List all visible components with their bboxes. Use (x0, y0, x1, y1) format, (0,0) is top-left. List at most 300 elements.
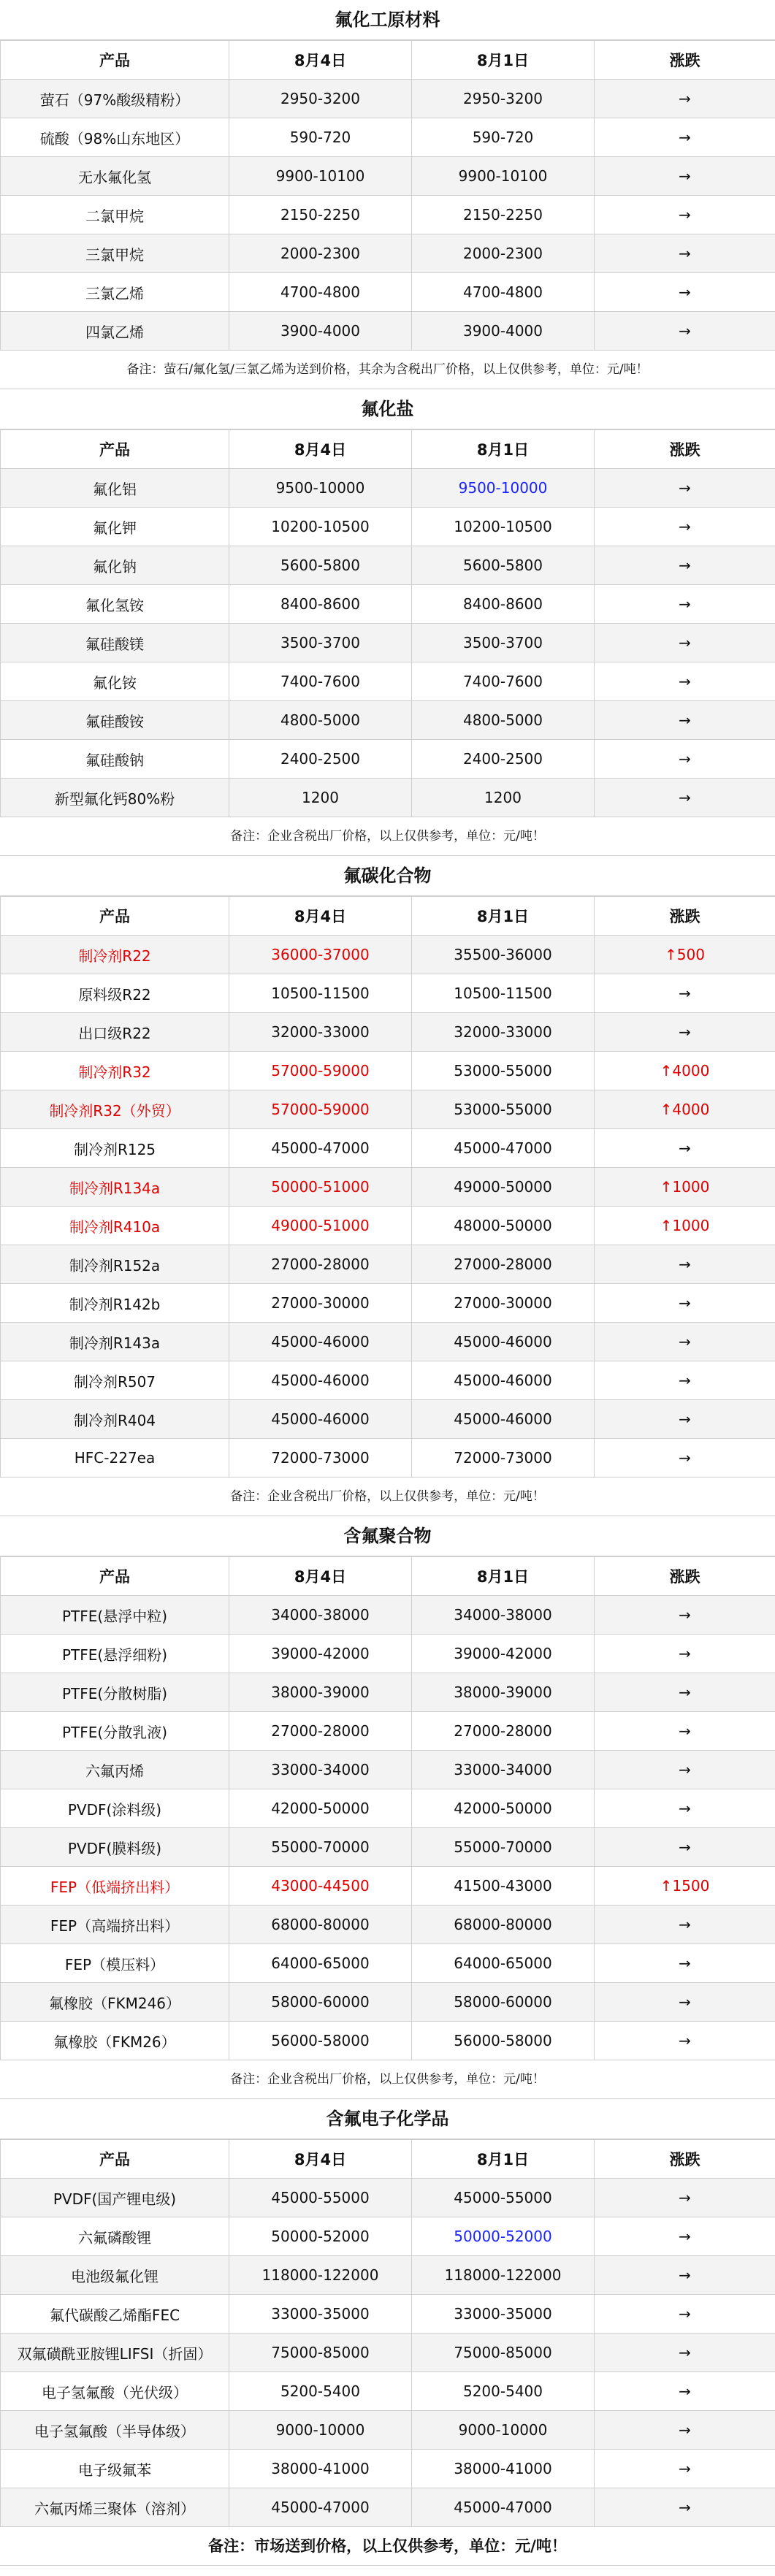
product-name: 氟化钠 (1, 546, 229, 585)
section-note: 备注：企业含税出厂价格，以上仅供参考，单位：元/吨！ (0, 2060, 775, 2099)
product-name: 制冷剂R143a (1, 1323, 229, 1361)
price-change: → (595, 273, 775, 312)
price-change: → (595, 312, 775, 351)
price-change: → (595, 2450, 775, 2488)
product-name: 原料级R22 (1, 974, 229, 1013)
product-name: 氟橡胶（FKM246） (1, 1983, 229, 2022)
table-row (1, 1284, 775, 1323)
price-date-1: 2950-3200 (229, 80, 412, 118)
price-date-1: 33000-35000 (229, 2295, 412, 2334)
product-name: PTFE(悬浮中粒) (1, 1596, 229, 1635)
product-name: 制冷剂R404 (1, 1400, 229, 1439)
header-change: 涨跌 (595, 2140, 775, 2179)
price-change: → (595, 624, 775, 662)
price-date-2: 9900-10100 (412, 157, 595, 196)
table-row (1, 1013, 775, 1052)
header-change: 涨跌 (595, 1557, 775, 1596)
section (0, 1516, 775, 2099)
product-name: 制冷剂R142b (1, 1284, 229, 1323)
price-change: → (595, 1013, 775, 1052)
price-date-2: 45000-46000 (412, 1323, 595, 1361)
table-row (1, 1245, 775, 1284)
product-name: 氟硅酸镁 (1, 624, 229, 662)
table-row (1, 196, 775, 234)
price-date-1: 45000-46000 (229, 1400, 412, 1439)
product-name: PVDF(涂料级) (1, 1789, 229, 1828)
price-date-1: 4800-5000 (229, 701, 412, 740)
table-row (1, 974, 775, 1013)
price-date-1: 3900-4000 (229, 312, 412, 351)
price-date-2: 4800-5000 (412, 701, 595, 740)
table-row (1, 2450, 775, 2488)
price-date-1: 2400-2500 (229, 740, 412, 779)
price-date-1: 45000-46000 (229, 1323, 412, 1361)
price-date-2: 4700-4800 (412, 273, 595, 312)
product-name: 六氟丙烯三聚体（溶剂） (1, 2488, 229, 2527)
product-name: 制冷剂R152a (1, 1245, 229, 1284)
table-row (1, 1596, 775, 1635)
section (0, 2099, 775, 2566)
price-date-1: 72000-73000 (229, 1439, 412, 1478)
price-date-1: 36000-37000 (229, 936, 412, 974)
product-name: 氟化钾 (1, 508, 229, 546)
section-title: 氟化盐 (0, 389, 775, 429)
section-title: 含氟电子化学品 (0, 2099, 775, 2139)
price-date-2: 2000-2300 (412, 234, 595, 273)
price-change: → (595, 2256, 775, 2295)
price-date-1: 68000-80000 (229, 1906, 412, 1944)
price-date-1: 8400-8600 (229, 585, 412, 624)
table-row (1, 779, 775, 817)
header-date-2: 8月1日 (412, 430, 595, 469)
price-date-2: 118000-122000 (412, 2256, 595, 2295)
product-name: PVDF(膜料级) (1, 1828, 229, 1867)
price-change: → (595, 2488, 775, 2527)
table-row (1, 1906, 775, 1944)
header-row (1, 1557, 775, 1596)
price-change: ↑4000 (595, 1090, 775, 1129)
product-name: 六氟磷酸锂 (1, 2217, 229, 2256)
product-name: 六氟丙烯 (1, 1751, 229, 1789)
price-date-1: 7400-7600 (229, 662, 412, 701)
price-date-1: 5600-5800 (229, 546, 412, 585)
price-change: → (595, 1245, 775, 1284)
price-date-2: 45000-47000 (412, 1129, 595, 1168)
price-date-1: 58000-60000 (229, 1983, 412, 2022)
header-date-1: 8月4日 (229, 41, 412, 80)
table-row (1, 2411, 775, 2450)
price-date-2: 58000-60000 (412, 1983, 595, 2022)
price-change: → (595, 701, 775, 740)
table-row (1, 2295, 775, 2334)
product-name: 四氯乙烯 (1, 312, 229, 351)
table-row (1, 508, 775, 546)
price-date-2: 53000-55000 (412, 1090, 595, 1129)
price-date-1: 27000-28000 (229, 1712, 412, 1751)
header-product: 产品 (1, 2140, 229, 2179)
header-row (1, 2140, 775, 2179)
table-row (1, 701, 775, 740)
header-product: 产品 (1, 897, 229, 936)
price-date-2: 8400-8600 (412, 585, 595, 624)
price-date-2: 32000-33000 (412, 1013, 595, 1052)
product-name: 新型氟化钙80%粉 (1, 779, 229, 817)
table-row (1, 1361, 775, 1400)
product-name: PTFE(分散树脂) (1, 1673, 229, 1712)
price-date-2: 49000-50000 (412, 1168, 595, 1207)
price-date-1: 45000-47000 (229, 1129, 412, 1168)
product-name: 氟代碳酸乙烯酯FEC (1, 2295, 229, 2334)
price-change: → (595, 974, 775, 1013)
price-date-2: 2150-2250 (412, 196, 595, 234)
price-change: → (595, 1400, 775, 1439)
price-change: → (595, 2179, 775, 2217)
price-date-1: 55000-70000 (229, 1828, 412, 1867)
product-name: 三氯甲烷 (1, 234, 229, 273)
price-change: → (595, 1635, 775, 1673)
header-date-1: 8月4日 (229, 430, 412, 469)
product-name: 电子氢氟酸（光伏级） (1, 2372, 229, 2411)
product-name: 氟化氢铵 (1, 585, 229, 624)
price-change: ↑4000 (595, 1052, 775, 1090)
price-change: ↑1000 (595, 1207, 775, 1245)
header-change: 涨跌 (595, 430, 775, 469)
price-change: → (595, 1828, 775, 1867)
price-date-2: 39000-42000 (412, 1635, 595, 1673)
price-date-2: 75000-85000 (412, 2334, 595, 2372)
price-date-1: 57000-59000 (229, 1052, 412, 1090)
product-name: 电子氢氟酸（半导体级） (1, 2411, 229, 2450)
price-change: → (595, 157, 775, 196)
price-date-1: 9000-10000 (229, 2411, 412, 2450)
section-note: 备注：企业含税出厂价格，以上仅供参考，单位：元/吨！ (0, 1478, 775, 1516)
price-date-2: 38000-41000 (412, 2450, 595, 2488)
product-name: 氟橡胶（FKM26） (1, 2022, 229, 2060)
header-date-2: 8月1日 (412, 1557, 595, 1596)
header-change: 涨跌 (595, 41, 775, 80)
price-date-1: 27000-28000 (229, 1245, 412, 1284)
price-change: → (595, 118, 775, 157)
price-date-1: 2000-2300 (229, 234, 412, 273)
table-row (1, 624, 775, 662)
price-change: → (595, 2372, 775, 2411)
product-name: 二氯甲烷 (1, 196, 229, 234)
price-date-1: 5200-5400 (229, 2372, 412, 2411)
price-date-2: 9500-10000 (412, 469, 595, 508)
price-date-2: 50000-52000 (412, 2217, 595, 2256)
table-row (1, 1052, 775, 1090)
price-change: → (595, 2411, 775, 2450)
price-change: → (595, 740, 775, 779)
price-date-1: 57000-59000 (229, 1090, 412, 1129)
section-title: 含氟聚合物 (0, 1516, 775, 1556)
price-date-1: 45000-55000 (229, 2179, 412, 2217)
table-row (1, 1751, 775, 1789)
price-change: → (595, 1906, 775, 1944)
table-row (1, 1323, 775, 1361)
price-date-2: 10200-10500 (412, 508, 595, 546)
price-date-1: 10500-11500 (229, 974, 412, 1013)
price-date-1: 42000-50000 (229, 1789, 412, 1828)
price-date-1: 10200-10500 (229, 508, 412, 546)
table-row (1, 1944, 775, 1983)
table-row (1, 1090, 775, 1129)
price-date-1: 33000-34000 (229, 1751, 412, 1789)
price-date-2: 3900-4000 (412, 312, 595, 351)
table-row (1, 1983, 775, 2022)
price-date-2: 33000-35000 (412, 2295, 595, 2334)
product-name: 制冷剂R32 (1, 1052, 229, 1090)
price-date-2: 1200 (412, 779, 595, 817)
price-date-1: 34000-38000 (229, 1596, 412, 1635)
product-name: 电池级氟化锂 (1, 2256, 229, 2295)
price-date-1: 56000-58000 (229, 2022, 412, 2060)
header-date-2: 8月1日 (412, 2140, 595, 2179)
price-date-2: 5200-5400 (412, 2372, 595, 2411)
product-name: 出口级R22 (1, 1013, 229, 1052)
product-name: 制冷剂R32（外贸） (1, 1090, 229, 1129)
table-row (1, 312, 775, 351)
price-date-1: 75000-85000 (229, 2334, 412, 2372)
price-change: → (595, 1323, 775, 1361)
product-name: 制冷剂R125 (1, 1129, 229, 1168)
price-date-1: 38000-39000 (229, 1673, 412, 1712)
table-row (1, 1168, 775, 1207)
price-change: → (595, 1944, 775, 1983)
product-name: FEP（低端挤出料） (1, 1867, 229, 1906)
price-change: → (595, 1673, 775, 1712)
price-change: → (595, 1751, 775, 1789)
header-date-2: 8月1日 (412, 41, 595, 80)
product-name: 氟化铵 (1, 662, 229, 701)
price-change: → (595, 2334, 775, 2372)
price-date-2: 48000-50000 (412, 1207, 595, 1245)
price-date-2: 45000-47000 (412, 2488, 595, 2527)
price-date-2: 2400-2500 (412, 740, 595, 779)
section-note: 备注：企业含税出厂价格，以上仅供参考，单位：元/吨！ (0, 817, 775, 856)
price-change: → (595, 1284, 775, 1323)
table-row (1, 1712, 775, 1751)
price-table (0, 1556, 775, 2060)
price-date-1: 32000-33000 (229, 1013, 412, 1052)
product-name: 双氟磺酰亚胺锂LIFSI（折固） (1, 2334, 229, 2372)
price-change: → (595, 234, 775, 273)
section-title: 氟化工原材料 (0, 0, 775, 40)
price-change: ↑1500 (595, 1867, 775, 1906)
price-change: → (595, 1789, 775, 1828)
price-date-2: 45000-55000 (412, 2179, 595, 2217)
table-row (1, 2372, 775, 2411)
price-date-2: 72000-73000 (412, 1439, 595, 1478)
price-date-1: 50000-51000 (229, 1168, 412, 1207)
header-product: 产品 (1, 430, 229, 469)
product-name: 氟化铝 (1, 469, 229, 508)
table-row (1, 1867, 775, 1906)
product-name: 制冷剂R410a (1, 1207, 229, 1245)
table-row (1, 2179, 775, 2217)
price-change: → (595, 585, 775, 624)
section-note: 备注：市场送到价格，以上仅供参考，单位：元/吨！ (0, 2527, 775, 2566)
header-date-1: 8月4日 (229, 1557, 412, 1596)
price-change: → (595, 779, 775, 817)
product-name: PVDF(国产锂电级) (1, 2179, 229, 2217)
price-date-2: 2950-3200 (412, 80, 595, 118)
header-row (1, 430, 775, 469)
price-date-2: 27000-30000 (412, 1284, 595, 1323)
price-change: → (595, 1361, 775, 1400)
header-product: 产品 (1, 1557, 229, 1596)
table-row (1, 2488, 775, 2527)
price-date-1: 9500-10000 (229, 469, 412, 508)
table-row (1, 157, 775, 196)
table-row (1, 80, 775, 118)
table-row (1, 2256, 775, 2295)
price-table (0, 896, 775, 1478)
price-date-1: 27000-30000 (229, 1284, 412, 1323)
product-name: FEP（模压料） (1, 1944, 229, 1983)
price-change: ↑500 (595, 936, 775, 974)
price-date-2: 590-720 (412, 118, 595, 157)
price-date-2: 27000-28000 (412, 1712, 595, 1751)
table-row (1, 546, 775, 585)
price-date-2: 9000-10000 (412, 2411, 595, 2450)
price-change: → (595, 2217, 775, 2256)
price-change: → (595, 469, 775, 508)
price-date-2: 35500-36000 (412, 936, 595, 974)
price-date-1: 590-720 (229, 118, 412, 157)
product-name: 三氯乙烯 (1, 273, 229, 312)
price-change: → (595, 1129, 775, 1168)
price-date-2: 68000-80000 (412, 1906, 595, 1944)
price-date-2: 56000-58000 (412, 2022, 595, 2060)
price-date-2: 64000-65000 (412, 1944, 595, 1983)
table-row (1, 1439, 775, 1478)
price-date-2: 10500-11500 (412, 974, 595, 1013)
price-date-2: 27000-28000 (412, 1245, 595, 1284)
price-change: → (595, 1983, 775, 2022)
price-date-2: 55000-70000 (412, 1828, 595, 1867)
table-row (1, 1635, 775, 1673)
price-change: → (595, 1439, 775, 1478)
product-name: 萤石（97%酸级精粉） (1, 80, 229, 118)
header-product: 产品 (1, 41, 229, 80)
table-row (1, 1673, 775, 1712)
table-row (1, 585, 775, 624)
header-row (1, 41, 775, 80)
price-change: → (595, 2022, 775, 2060)
header-date-2: 8月1日 (412, 897, 595, 936)
price-table (0, 40, 775, 351)
table-row (1, 1129, 775, 1168)
price-date-1: 9900-10100 (229, 157, 412, 196)
price-date-2: 38000-39000 (412, 1673, 595, 1712)
price-table (0, 2139, 775, 2527)
product-name: 无水氟化氢 (1, 157, 229, 196)
price-date-1: 38000-41000 (229, 2450, 412, 2488)
price-date-1: 4700-4800 (229, 273, 412, 312)
product-name: 制冷剂R134a (1, 1168, 229, 1207)
price-date-1: 2150-2250 (229, 196, 412, 234)
price-date-2: 3500-3700 (412, 624, 595, 662)
header-change: 涨跌 (595, 897, 775, 936)
table-row (1, 1789, 775, 1828)
product-name: 氟硅酸铵 (1, 701, 229, 740)
price-date-1: 45000-46000 (229, 1361, 412, 1400)
table-row (1, 662, 775, 701)
table-row (1, 1207, 775, 1245)
price-change: → (595, 662, 775, 701)
price-date-2: 5600-5800 (412, 546, 595, 585)
price-date-2: 34000-38000 (412, 1596, 595, 1635)
price-date-2: 33000-34000 (412, 1751, 595, 1789)
product-name: 电子级氟苯 (1, 2450, 229, 2488)
price-date-1: 1200 (229, 779, 412, 817)
price-change: ↑1000 (595, 1168, 775, 1207)
section-title: 氟碳化合物 (0, 856, 775, 896)
product-name: 硫酸（98%山东地区） (1, 118, 229, 157)
product-name: HFC-227ea (1, 1439, 229, 1478)
price-date-2: 41500-43000 (412, 1867, 595, 1906)
table-row (1, 2334, 775, 2372)
header-date-1: 8月4日 (229, 2140, 412, 2179)
product-name: 氟硅酸钠 (1, 740, 229, 779)
header-date-1: 8月4日 (229, 897, 412, 936)
table-row (1, 1828, 775, 1867)
price-date-1: 3500-3700 (229, 624, 412, 662)
product-name: FEP（高端挤出料） (1, 1906, 229, 1944)
table-row (1, 234, 775, 273)
price-date-1: 50000-52000 (229, 2217, 412, 2256)
section (0, 0, 775, 389)
price-date-2: 53000-55000 (412, 1052, 595, 1090)
price-date-1: 64000-65000 (229, 1944, 412, 1983)
table-row (1, 936, 775, 974)
price-change: → (595, 1596, 775, 1635)
product-name: PTFE(悬浮细粉) (1, 1635, 229, 1673)
section-note: 备注：萤石/氟化氢/三氯乙烯为送到价格，其余为含税出厂价格，以上仅供参考，单位：元/吨！ (0, 351, 775, 389)
price-date-1: 45000-47000 (229, 2488, 412, 2527)
table-row (1, 1400, 775, 1439)
section (0, 389, 775, 856)
price-table (0, 429, 775, 817)
price-date-1: 39000-42000 (229, 1635, 412, 1673)
table-row (1, 118, 775, 157)
product-name: PTFE(分散乳液) (1, 1712, 229, 1751)
table-row (1, 2217, 775, 2256)
product-name: 制冷剂R22 (1, 936, 229, 974)
price-date-2: 45000-46000 (412, 1361, 595, 1400)
price-change: → (595, 80, 775, 118)
price-change: → (595, 2295, 775, 2334)
price-date-2: 45000-46000 (412, 1400, 595, 1439)
price-change: → (595, 196, 775, 234)
header-row (1, 897, 775, 936)
table-row (1, 273, 775, 312)
price-date-1: 118000-122000 (229, 2256, 412, 2295)
section (0, 856, 775, 1516)
table-row (1, 740, 775, 779)
table-row (1, 469, 775, 508)
price-date-2: 42000-50000 (412, 1789, 595, 1828)
price-change: → (595, 1712, 775, 1751)
price-date-2: 7400-7600 (412, 662, 595, 701)
price-date-1: 49000-51000 (229, 1207, 412, 1245)
price-change: → (595, 546, 775, 585)
product-name: 制冷剂R507 (1, 1361, 229, 1400)
price-change: → (595, 508, 775, 546)
price-date-1: 43000-44500 (229, 1867, 412, 1906)
table-row (1, 2022, 775, 2060)
